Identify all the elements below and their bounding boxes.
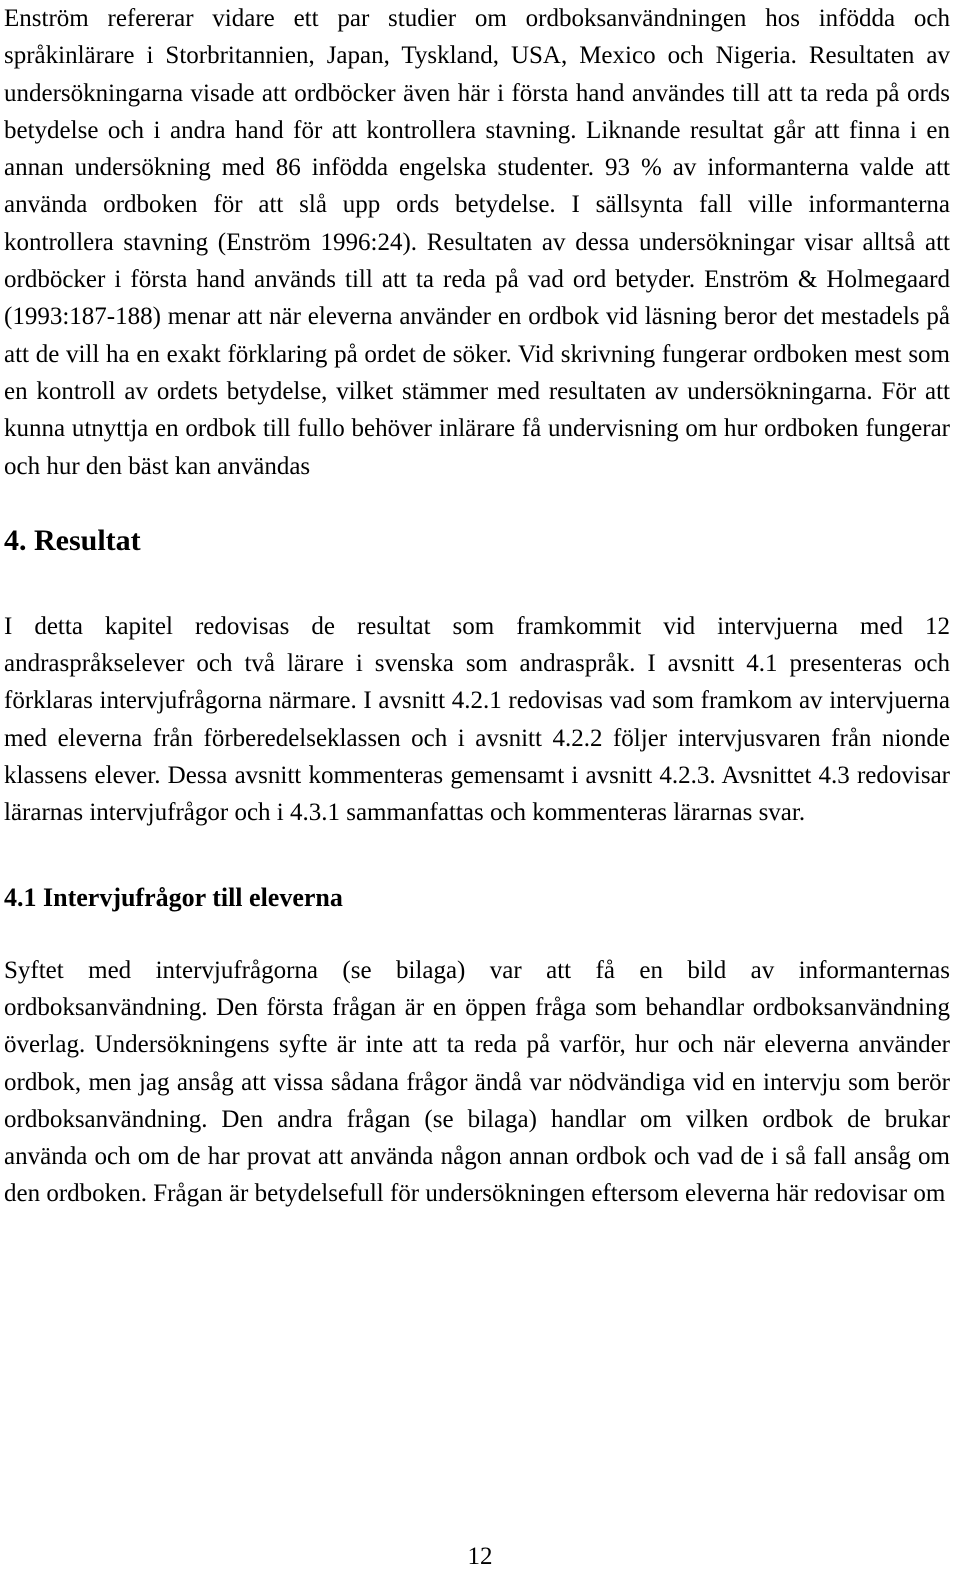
page-number: 12 — [467, 1543, 493, 1570]
section-4-1-paragraph: Syftet med intervjufrågorna (se bilaga) var att få en bild av informanternas ordboksanvändning. Den första frågan är en öppen fråga som behandlar ordboksanvändning överlag. Undersökningens syfte är inte att ta reda på varför, hur och när eleverna använder ordbok, men jag ansåg att vissa sådana frågor ändå var nödvändiga vid en intervju som berör ordboksanvändning. Den andra frågan (se bilaga) handlar om vilken ordbok de brukar använda och om de har provat att använda någon annan ordbok och vad de i så fall ansåg om den ordboken. Frågan är betydelsefull för undersökningen eftersom eleverna här redovisar om — [4, 956, 950, 1208]
section-4-paragraph: I detta kapitel redovisas de resultat som framkommit vid intervjuerna med 12 andraspråkselever och två lärare i svenska som andraspråk. I avsnitt 4.1 presenteras och förklaras intervjufrågorna närmare. I avsnitt 4.2.1 redovisas vad som framkom av intervjuerna med eleverna från förberedelseklassen och i avsnitt 4.2.2 följer intervjusvaren från nionde klassens elever. Dessa avsnitt kommenteras gemensamt i avsnitt 4.2.3. Avsnittet 4.3 redovisar lärarnas intervjufrågor och i 4.3.1 sammanfattas och kommenteras lärarnas svar. — [4, 612, 950, 827]
subsection-heading-intervjufragor: 4.1 Intervjufrågor till eleverna — [4, 882, 343, 912]
section-heading-resultat: 4. Resultat — [4, 523, 141, 557]
document-page — [4, 0, 950, 1213]
intro-paragraph: Enström refererar vidare ett par studier om ordboksanvändningen hos infödda och språkinlärare i Storbritannien, Japan, Tyskland, USA, Mexico och Nigeria. Resultaten av undersökningarna visade att ordböcker även här i första hand användes till att ta reda på ords betydelse och i andra hand för att kontrollera stavning. Liknande resultat går att finna i en annan undersökning med 86 infödda engelska studenter. 93 % av informanterna valde att använda ordboken för att slå upp ords betydelse. I sällsynta fall ville informanterna kontrollera stavning (Enström 1996:24). Resultaten av dessa undersökningar visar alltså att ordböcker i första hand används till att ta reda på vad ord betyder. Enström & Holmegaard (1993:187-188) menar att när eleverna använder en ordbok vid läsning beror det mestadels på att de vill ha en exakt förklaring på ordet de söker. Vid skrivning fungerar ordboken mest som en kontroll av ordets betydelse, vilket stämmer med resultaten av undersökningarna. För att kunna utnyttja en ordbok till fullo behöver inlärare få undervisning om hur ordboken fungerar och hur den bäst kan användas — [4, 5, 950, 480]
